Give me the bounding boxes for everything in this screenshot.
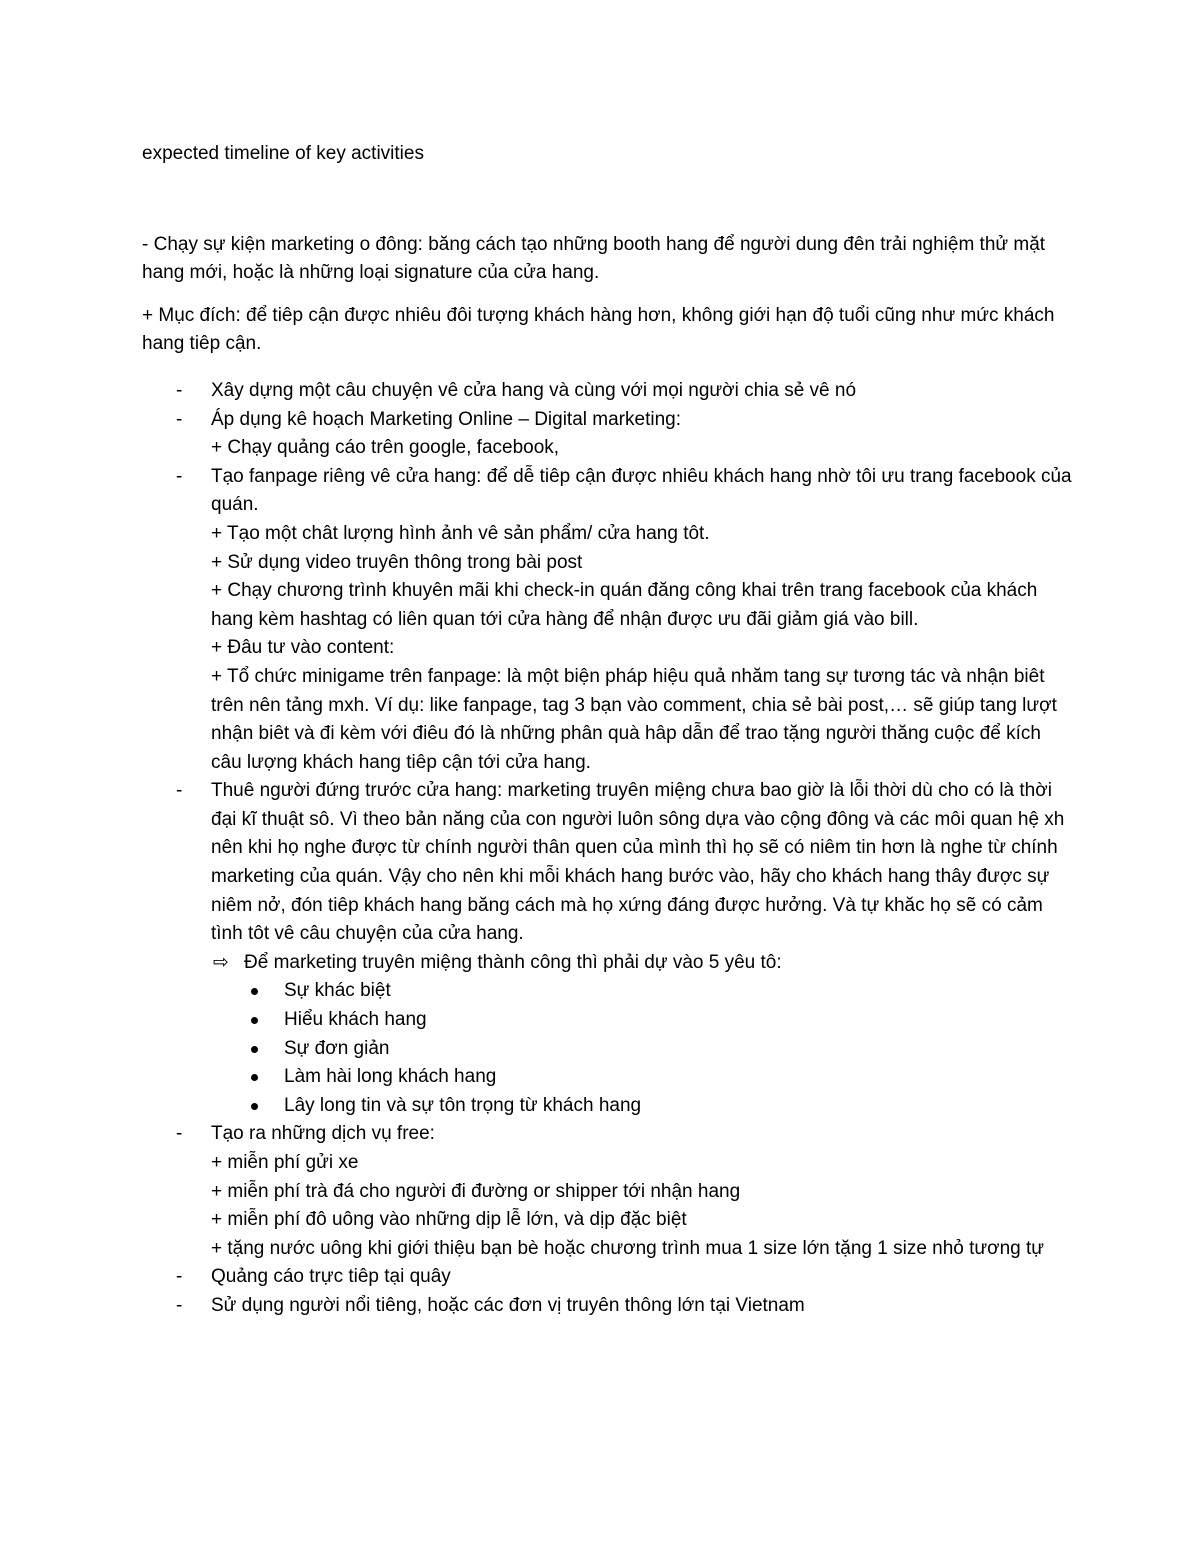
sub-line: + Chạy quảng cáo trên google, facebook, [211, 437, 560, 459]
intro-paragraph: - Chạy sự kiện marketing o đông: băng cách tạo những booth hang để người dung đên trải nghiệm thử mặt hang mới, hoặc là những loại signature của cửa hang. [142, 233, 1046, 284]
bullet-dot-icon [251, 1017, 258, 1024]
list-item-text: Thuê người đứng trước cửa hang: marketing truyên miệng chưa bao giờ là lỗi thời dù cho có là thời đại kĩ thuật sô. Vì theo bản năng của con người luôn sông dựa vào cộng đông và các môi quan hệ xh nên khi họ nghe được từ chính người thân quen của mình thì họ sẽ có niêm tin hơn là nghe từ chính marketing của quán. Vậy cho nên khi mỗi khách hang bước vào, hãy cho khách hang thây được sự niêm nở, đón tiêp khách hang băng cách mà họ xứng đáng được hưởng. Và tự khăc họ sẽ có cảm tình tôt vê câu chuyện của cửa hang. [211, 780, 1065, 945]
bullet-dot-icon [251, 1046, 258, 1053]
list-item-text: Sử dụng người nổi tiêng, hoặc các đơn vị truyên thông lớn tại Vietnam [211, 1294, 805, 1316]
list-item-text: Xây dựng một câu chuyện vê cửa hang và cùng với mọi người chia sẻ vê nó [211, 379, 857, 401]
arrow-conclusion [211, 949, 1072, 978]
bullet-text: Hiểu khách hang [284, 1009, 427, 1031]
sub-line: + Sử dụng video truyên thông trong bài post [211, 551, 583, 573]
dash-marker: - [176, 1123, 183, 1145]
sub-line: + Chạy chương trình khuyên mãi khi check-in quán đăng công khai trên trang facebook của khách hang kèm hashtag có liên quan tới cửa hàng để nhận được ưu đãi giảm giá vào bill. [211, 580, 1038, 630]
list-item [142, 777, 1072, 1120]
activity-list [142, 377, 1072, 1321]
list-item-text: Tạo ra những dịch vụ free: [211, 1123, 435, 1145]
dash-marker: - [176, 408, 183, 430]
dash-marker: - [176, 1266, 183, 1288]
bullet-item [244, 1035, 1072, 1064]
bullet-dot-icon [251, 988, 258, 995]
dash-marker: - [176, 379, 183, 401]
document-body [142, 140, 1072, 1321]
purpose-paragraph: + Mục đích: để tiêp cận được nhiêu đôi tượng khách hàng hơn, không giới hạn độ tuổi cũng như mức khách hang tiêp cận. [142, 304, 1055, 355]
sub-line: + Tạo một chât lượng hình ảnh vê sản phẩm/ cửa hang tôt. [211, 522, 710, 544]
sub-line: + miễn phí đô uông vào những dịp lễ lớn, và dịp đặc biệt [211, 1209, 687, 1231]
list-item-text: Tạo fanpage riêng vê cửa hang: để dễ tiêp cận được nhiêu khách hang nhờ tôi ưu trang facebook của quán. [211, 465, 1072, 516]
document-title: expected timeline of key activities [142, 143, 424, 164]
bullet-item [244, 1006, 1072, 1035]
list-item [142, 1292, 1072, 1321]
bullet-text: Làm hài long khách hang [284, 1066, 497, 1088]
list-item-text: Quảng cáo trực tiêp tại quây [211, 1266, 451, 1288]
list-item [142, 406, 1072, 463]
sub-line: + Đâu tư vào content: [211, 637, 395, 659]
bullet-dot-icon [251, 1074, 258, 1081]
arrow-conclusion-text: Để marketing truyên miệng thành công thì phải dự vào 5 yêu tô: [244, 951, 782, 973]
list-item [142, 377, 1072, 406]
sub-line: + tặng nước uông khi giới thiệu bạn bè hoặc chương trình mua 1 size lớn tặng 1 size nhỏ tương tự [211, 1237, 1045, 1259]
bullet-item [244, 1063, 1072, 1092]
bullet-text: Lây long tin và sự tôn trọng từ khách hang [284, 1094, 642, 1116]
list-item [142, 1120, 1072, 1263]
dash-marker: - [176, 465, 183, 487]
bullet-text: Sự khác biệt [284, 980, 391, 1002]
bullet-dot-icon [251, 1103, 258, 1110]
sub-line: + miễn phí gửi xe [211, 1152, 359, 1173]
dash-marker: - [176, 1294, 183, 1316]
list-item [142, 463, 1072, 778]
bullet-item [244, 1092, 1072, 1121]
bullet-text: Sự đơn giản [284, 1037, 390, 1059]
list-item-text: Áp dụng kê hoạch Marketing Online – Digital marketing: [211, 408, 681, 430]
factor-bullet-list [244, 977, 1072, 1120]
bullet-item [244, 977, 1072, 1006]
sub-line: + Tổ chức minigame trên fanpage: là một biện pháp hiệu quả nhăm tang sự tương tác và nhận biêt trên nên tảng mxh. Ví dụ: like fanpage, tag 3 bạn vào comment, chia sẻ bài post,… sẽ giúp tang lượt nhận biêt và đi kèm với điêu đó là những phân quà hâp dẫn để trao tặng người thăng cuộc để kích câu lượng khách hang tiêp cận tới cửa hang. [211, 665, 1057, 773]
list-item [142, 1263, 1072, 1292]
dash-marker: - [176, 780, 183, 802]
arrow-right-icon: ⇨ [213, 951, 229, 973]
sub-line: + miễn phí trà đá cho người đi đường or shipper tới nhận hang [211, 1180, 741, 1202]
